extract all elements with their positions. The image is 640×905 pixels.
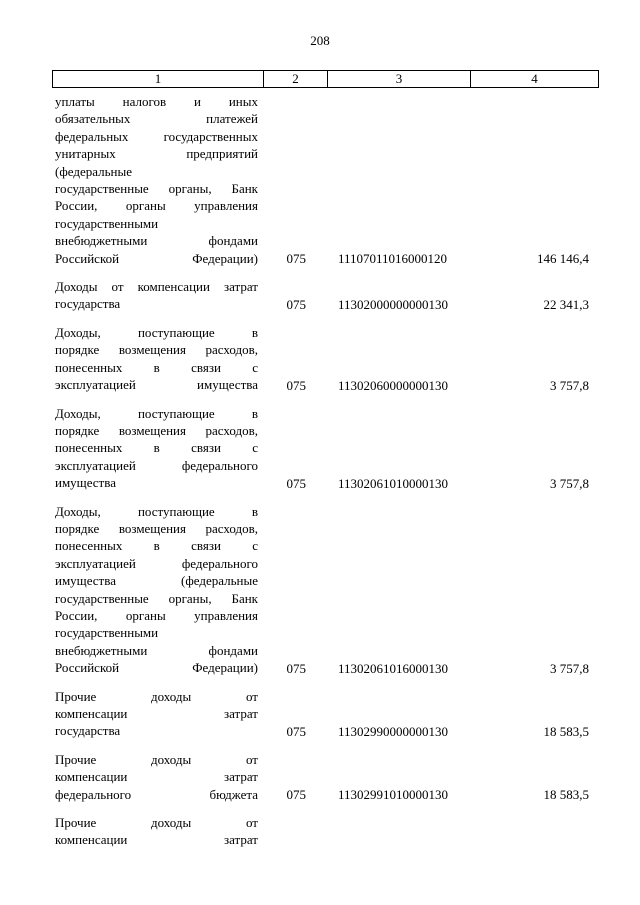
description-line: внебюджетными фондами — [55, 233, 258, 249]
description-line: уплаты налогов и иных — [55, 94, 258, 109]
description-line: понесенных в связи с — [55, 538, 258, 554]
description-line: государственные органы, Банк — [55, 590, 258, 606]
description-line: порядке возмещения расходов, — [55, 342, 258, 358]
description-line: Российской Федерации) — [55, 660, 258, 676]
description-line: эксплуатацией имущества — [55, 377, 258, 393]
budget-code: 11107011016000120 — [338, 251, 448, 267]
description-line: Прочие доходы от — [55, 688, 258, 704]
admin-code: 075 — [286, 723, 306, 739]
description-line: порядке возмещения расходов, — [55, 422, 258, 438]
description-line: унитарных предприятий — [55, 146, 258, 162]
admin-code: 075 — [286, 475, 306, 491]
description-line: федеральных государственных — [55, 128, 258, 144]
description-line: компенсации затрат — [55, 769, 258, 785]
table-row — [55, 751, 595, 803]
description-line: государственными — [55, 215, 159, 231]
description-line: имущества (федеральные — [55, 573, 258, 589]
description-line: федерального бюджета — [55, 786, 258, 802]
header-col-3: 3 — [328, 71, 471, 88]
admin-code: 075 — [286, 251, 306, 267]
budget-code: 11302990000000130 — [338, 723, 449, 739]
description-line: России, органы управления — [55, 607, 258, 623]
amount-value: 22 341,3 — [543, 296, 589, 312]
description-line: Доходы, поступающие в — [55, 405, 258, 421]
table-row — [55, 405, 595, 492]
description-line: внебюджетными фондами — [55, 642, 258, 658]
table-row — [55, 503, 595, 677]
page-number: 208 — [310, 33, 330, 48]
description-line: Доходы, поступающие в — [55, 503, 258, 519]
admin-code: 075 — [286, 377, 306, 393]
admin-code: 075 — [286, 660, 306, 676]
description-line: государства — [55, 296, 121, 312]
table-row — [55, 688, 595, 740]
amount-value: 3 757,8 — [550, 377, 589, 393]
description-line: понесенных в связи с — [55, 359, 258, 375]
description-line: Прочие доходы от — [55, 815, 258, 831]
description-line: компенсации затрат — [55, 706, 258, 721]
description-line: компенсации затрат — [55, 832, 258, 848]
table-row — [55, 93, 595, 267]
header-col-2: 2 — [264, 71, 328, 88]
table-row — [55, 324, 595, 394]
row-description — [55, 751, 258, 803]
description-line: эксплуатацией федерального — [55, 555, 258, 571]
row-description — [55, 278, 258, 313]
amount-value: 18 583,5 — [543, 787, 589, 803]
description-line: эксплуатацией федерального — [55, 457, 258, 473]
budget-code: 11302060000000130 — [338, 377, 449, 393]
budget-code: 11302061010000130 — [338, 475, 449, 491]
description-line: государства — [55, 723, 121, 739]
row-description — [55, 405, 258, 492]
table-body — [55, 93, 595, 860]
budget-code: 11302000000000130 — [338, 296, 449, 312]
budget-code: 11302991010000130 — [338, 787, 449, 803]
table-row — [55, 814, 595, 849]
table-header — [52, 70, 599, 88]
amount-value: 3 757,8 — [550, 475, 589, 491]
description-line: имущества — [55, 475, 116, 491]
amount-value: 18 583,5 — [543, 723, 589, 739]
admin-code: 075 — [286, 787, 306, 803]
description-line: государственные органы, Банк — [55, 181, 258, 197]
admin-code: 075 — [286, 296, 306, 312]
description-line: России, органы управления — [55, 198, 258, 214]
row-description — [55, 688, 258, 740]
description-line: Российской Федерации) — [55, 250, 258, 266]
description-line: Прочие доходы от — [55, 751, 258, 767]
row-description — [55, 814, 258, 849]
row-description — [55, 324, 258, 394]
header-col-1: 1 — [53, 71, 264, 88]
budget-code: 11302061016000130 — [338, 660, 449, 676]
table-row — [55, 278, 595, 313]
row-description — [55, 503, 258, 677]
header-col-4: 4 — [471, 71, 599, 88]
description-line: порядке возмещения расходов, — [55, 520, 258, 536]
description-line: понесенных в связи с — [55, 440, 258, 456]
description-line: обязательных платежей — [55, 111, 258, 127]
description-line: Доходы, поступающие в — [55, 324, 258, 340]
description-line: (федеральные — [55, 163, 132, 179]
amount-value: 146 146,4 — [537, 251, 589, 267]
description-line: Доходы от компенсации затрат — [55, 279, 258, 295]
row-description — [55, 93, 258, 267]
amount-value: 3 757,8 — [550, 660, 589, 676]
description-line: государственными — [55, 625, 159, 641]
